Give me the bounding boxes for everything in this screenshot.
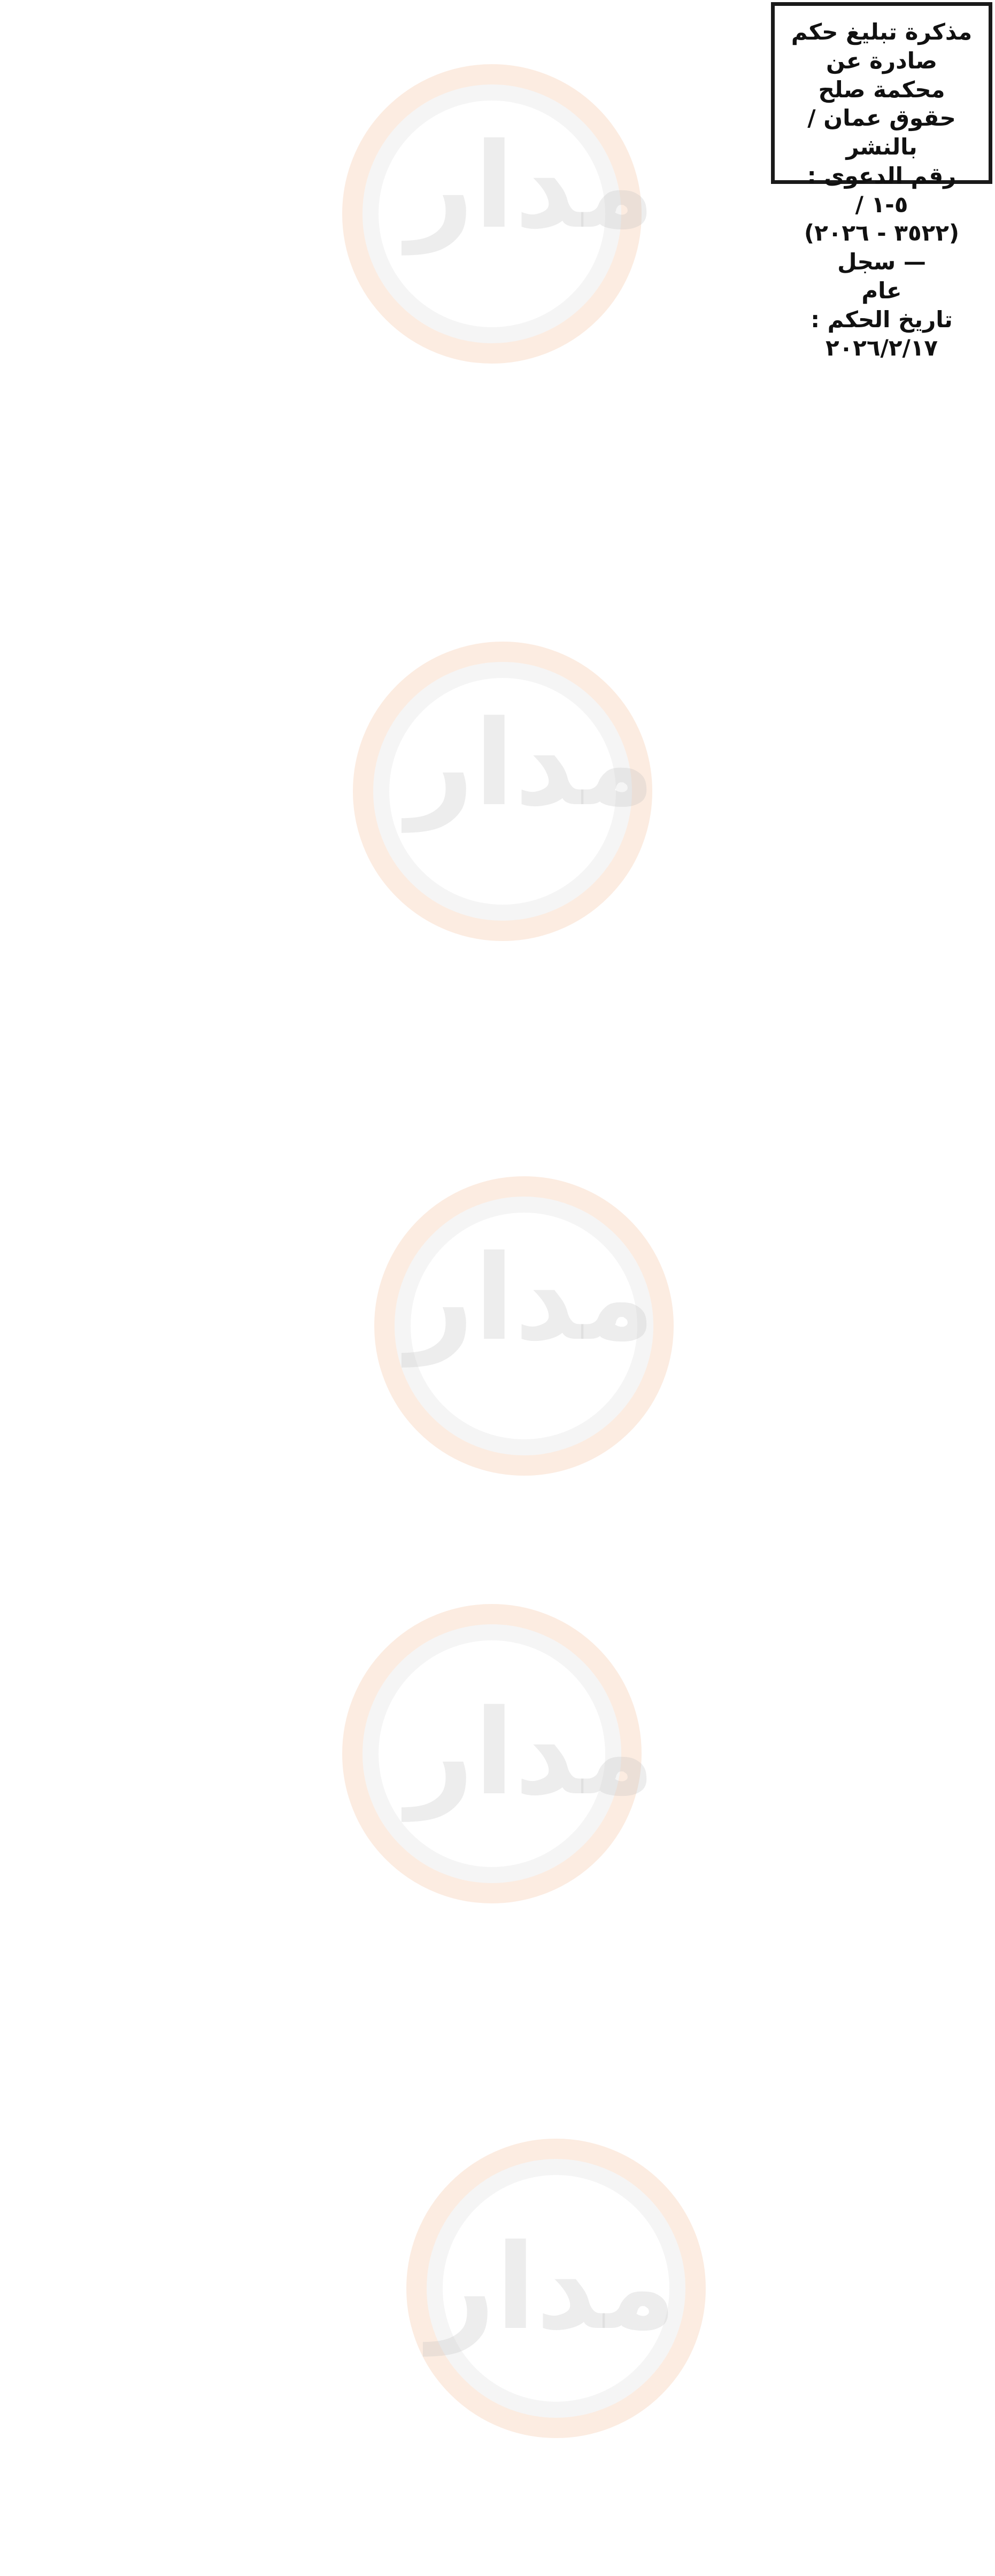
title-line: عام [861,277,902,304]
watermark-text: مدار [428,2219,677,2356]
title-line: (٣٥٢٢ - ٢٠٢٦) — سجل [804,220,960,275]
title-line: ٢٠٢٦/٢/١٧ [825,335,938,361]
title-line: صادرة عن محكمة صلح [818,47,945,103]
watermark-text: مدار [406,695,655,832]
notice-title [791,18,973,363]
watermark-text: مدار [406,1684,655,1821]
notice-judgment-sulh-amman [771,2,992,361]
title-line: حقوق عمان /بالنشر [807,105,956,160]
title-line: تاريخ الحكم : [811,306,953,333]
watermark-text: مدار [406,118,655,254]
title-line: مذكرة تبليغ حكم [791,19,973,45]
watermark-text: مدار [406,1230,655,1367]
title-line: رقم الدعوى : ٥-١ / [807,162,957,218]
